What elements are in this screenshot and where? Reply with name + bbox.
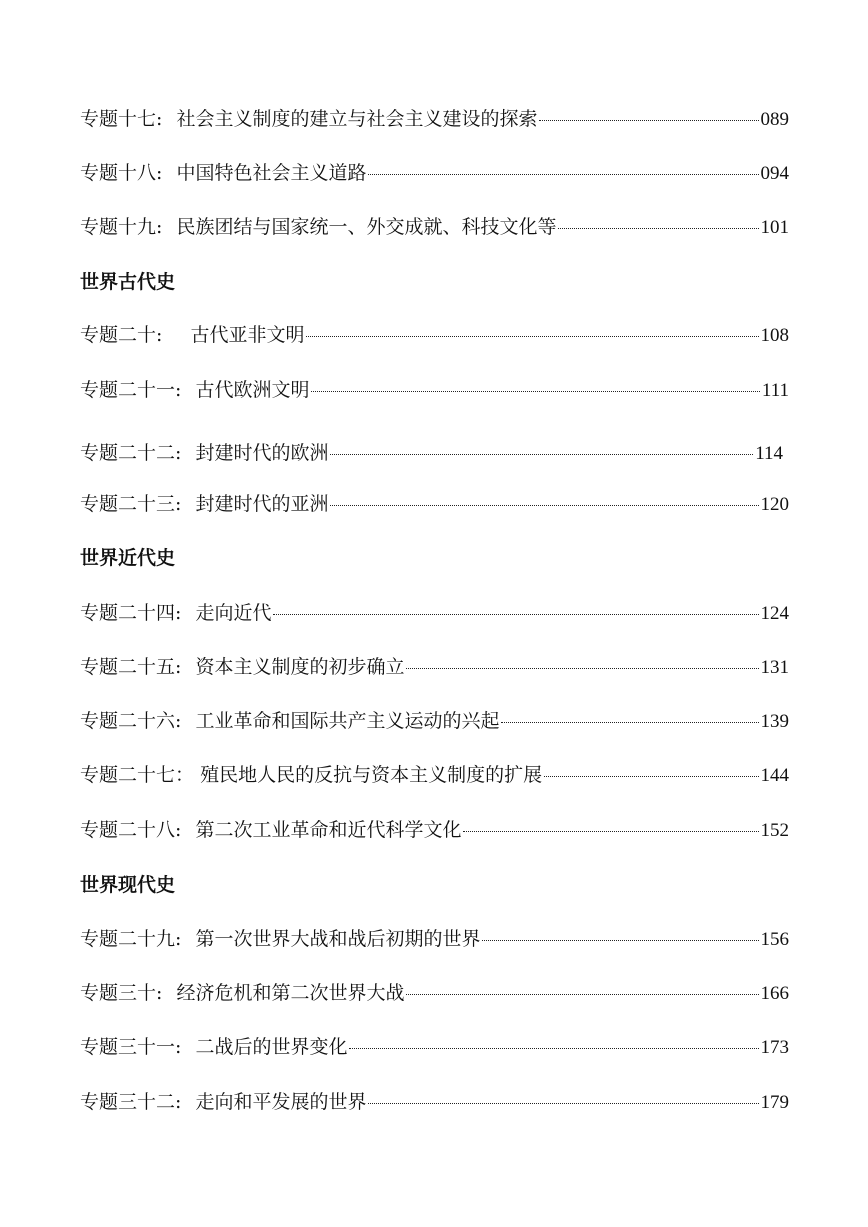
toc-entry-prefix: 专题十七:	[80, 108, 163, 130]
dot-leader	[544, 775, 758, 777]
toc-entry[interactable]	[80, 104, 789, 134]
toc-entry-title: 资本主义制度的初步确立	[195, 656, 405, 678]
dot-leader	[482, 939, 758, 941]
toc-entry-page: 156	[760, 929, 789, 950]
toc-entry-title: 经济危机和第二次世界大战	[176, 982, 405, 1004]
toc-entry-page: 108	[760, 325, 789, 346]
toc-entry[interactable]	[80, 652, 789, 682]
toc-entry-title: 封建时代的欧洲	[195, 442, 329, 464]
toc-entry[interactable]	[80, 212, 789, 242]
dot-leader	[501, 721, 758, 723]
toc-entry-page: 166	[760, 983, 789, 1004]
toc-entry-prefix: 专题二十五:	[80, 656, 182, 678]
toc-entry[interactable]	[80, 598, 789, 628]
toc-entry-page: 179	[760, 1092, 789, 1113]
toc-entry-page: 152	[760, 820, 789, 841]
toc-entry-page: 120	[760, 494, 789, 515]
dot-leader	[406, 667, 758, 669]
toc-entry[interactable]	[80, 1087, 789, 1117]
dot-leader	[349, 1047, 758, 1049]
toc-entry-title: 走向和平发展的世界	[195, 1091, 367, 1113]
toc-entry-label	[80, 924, 480, 954]
toc-entry-prefix: 专题二十一:	[80, 379, 182, 401]
toc-entry-prefix: 专题二十九:	[80, 928, 182, 950]
toc-entry-title: 第二次工业革命和近代科学文化	[195, 819, 462, 841]
toc-entry-title: 民族团结与国家统一、外交成就、科技文化等	[176, 216, 557, 238]
dot-leader	[330, 453, 753, 455]
dot-leader	[368, 173, 758, 175]
toc-entry-prefix: 专题十九:	[80, 216, 163, 238]
toc-entry-page: 089	[760, 109, 789, 130]
toc-entry-prefix: 专题三十一:	[80, 1036, 182, 1058]
toc-entry-label	[80, 1087, 366, 1117]
toc-entry[interactable]	[80, 815, 789, 845]
toc-entry-title: 中国特色社会主义道路	[176, 162, 367, 184]
toc-entry-label	[80, 598, 271, 628]
toc-entry-page: 144	[760, 765, 789, 786]
toc-entry-label	[80, 158, 366, 188]
dot-leader	[273, 613, 758, 615]
toc-entry[interactable]	[80, 1032, 789, 1062]
toc-entry[interactable]	[80, 706, 789, 736]
toc-entry-page: 114	[755, 443, 783, 464]
toc-entry-prefix: 专题十八:	[80, 162, 163, 184]
toc-entry-title: 古代欧洲文明	[195, 379, 310, 401]
toc-entry-title: 走向近代	[195, 602, 272, 624]
toc-entry-page: 101	[760, 217, 789, 238]
toc-entry[interactable]	[80, 375, 789, 405]
toc-entry-label	[80, 815, 461, 845]
toc-entry-page: 173	[760, 1037, 789, 1058]
toc-entry[interactable]	[80, 320, 789, 350]
toc-entry[interactable]	[80, 760, 789, 790]
toc-entry-prefix: 专题三十二:	[80, 1091, 182, 1113]
toc-entry-label	[80, 104, 537, 134]
toc-entry-title: 工业革命和国际共产主义运动的兴起	[195, 710, 500, 732]
toc-entry-title: 封建时代的亚洲	[195, 493, 329, 515]
toc-entry-title: 第一次世界大战和战后初期的世界	[195, 928, 481, 950]
dot-leader	[463, 830, 758, 832]
toc-entry-page: 111	[761, 380, 789, 401]
dot-leader	[330, 504, 758, 506]
dot-leader	[368, 1102, 758, 1104]
toc-entry-label	[80, 652, 404, 682]
toc-entry-title: 古代亚非文明	[190, 324, 305, 346]
section-heading: 世界古代史	[80, 271, 176, 293]
toc-entry-page: 139	[760, 711, 789, 732]
toc-entry-prefix: 专题二十:	[80, 324, 163, 346]
toc-entry[interactable]	[80, 978, 789, 1008]
toc-entry-title: 二战后的世界变化	[195, 1036, 348, 1058]
toc-entry-title: 殖民地人民的反抗与资本主义制度的扩展	[200, 764, 543, 786]
dot-leader	[311, 390, 759, 392]
toc-entry-label	[80, 706, 499, 736]
toc-entry[interactable]	[80, 158, 789, 188]
toc-entry-label	[80, 375, 309, 405]
toc-entry-page: 094	[760, 163, 789, 184]
toc-entry[interactable]	[80, 924, 789, 954]
toc-entry-page: 124	[760, 603, 789, 624]
toc-entry-title: 社会主义制度的建立与社会主义建设的探索	[176, 108, 538, 130]
toc-entry-prefix: 专题二十八:	[80, 819, 182, 841]
toc-entry-label	[80, 438, 328, 468]
toc-entry-label	[80, 489, 328, 519]
toc-entry-page: 131	[760, 657, 789, 678]
toc-entry[interactable]	[80, 438, 783, 468]
toc-entry-label	[80, 978, 404, 1008]
toc-entry-label	[80, 212, 556, 242]
toc-entry-prefix: 专题二十三:	[80, 493, 182, 515]
toc-entry-label	[80, 760, 542, 790]
toc-entry[interactable]	[80, 489, 789, 519]
toc-entry-prefix: 专题二十六:	[80, 710, 182, 732]
dot-leader	[539, 119, 758, 121]
toc-entry-prefix: 专题三十:	[80, 982, 163, 1004]
toc-entry-label	[80, 1032, 347, 1062]
section-heading: 世界近代史	[80, 547, 176, 569]
dot-leader	[306, 335, 758, 337]
dot-leader	[558, 227, 758, 229]
toc-entry-prefix: 专题二十四:	[80, 602, 182, 624]
toc-entry-prefix: 专题二十七：	[80, 764, 195, 786]
toc-entry-label	[80, 320, 304, 350]
dot-leader	[406, 993, 758, 995]
toc-entry-prefix: 专题二十二:	[80, 442, 182, 464]
section-heading: 世界现代史	[80, 874, 176, 896]
